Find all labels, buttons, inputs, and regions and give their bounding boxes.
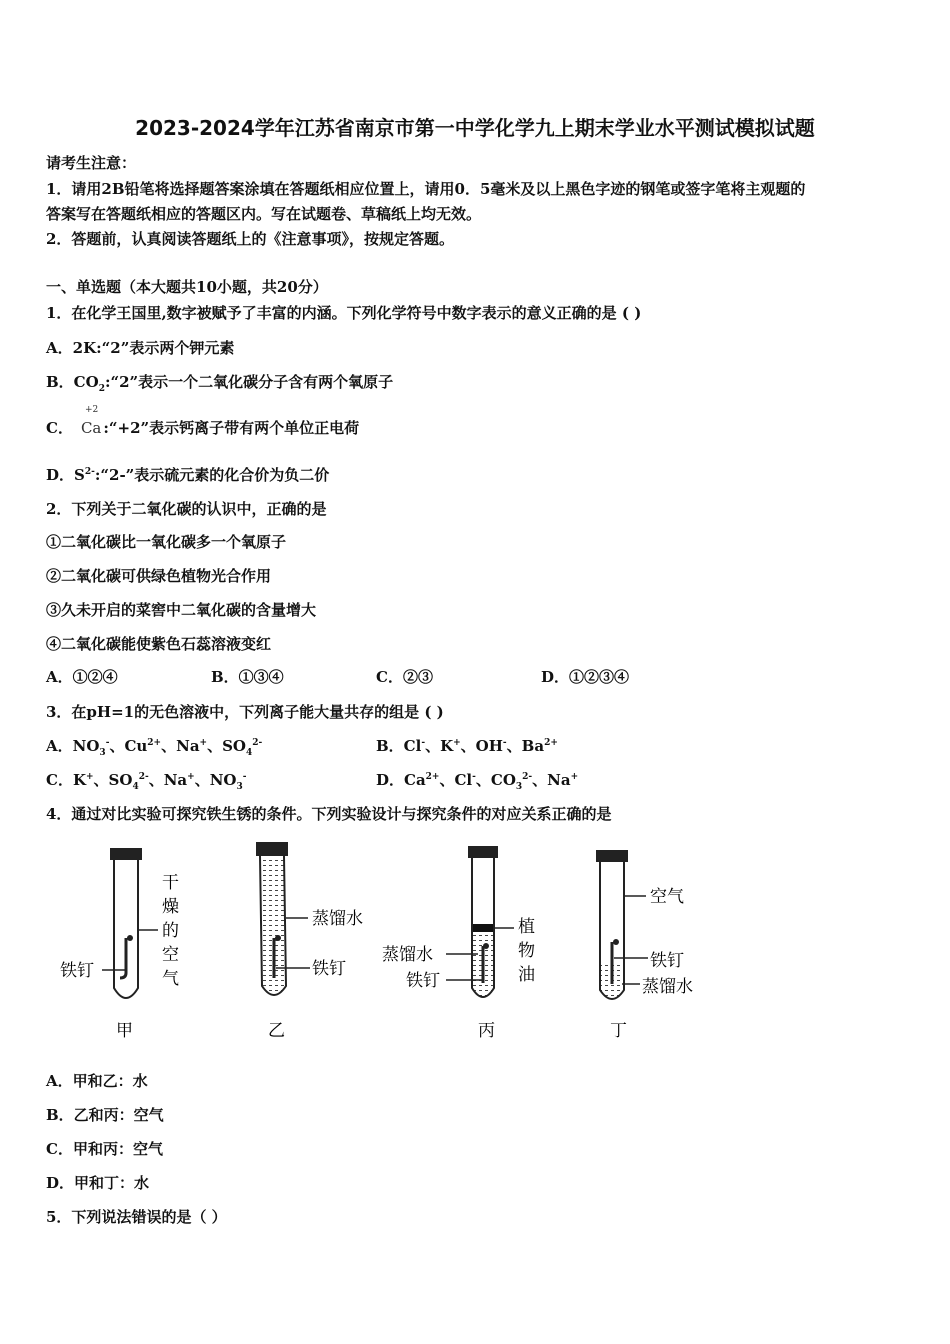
q3-a-t2: -: [105, 738, 110, 748]
tube-bing-nail-label: 铁钉: [406, 971, 440, 991]
q3-c-t4: 2-: [138, 772, 149, 782]
tube-ding-nail-head: [613, 939, 619, 945]
q3-c-t2: 、SO: [93, 771, 133, 789]
tube-ding-label: 丁: [610, 1021, 627, 1041]
q2-statement-1: ①二氧化碳比一氧化碳多一个氧原子: [46, 533, 287, 551]
tube-ding-water-label: 蒸馏水: [642, 977, 693, 997]
q4-option-c: C．甲和丙：空气: [46, 1140, 163, 1158]
rust-experiment-figure: [40, 838, 720, 1048]
tube-jia-nail-head: [127, 935, 133, 941]
q3-option-a: [46, 735, 262, 756]
q3-d-t2: 、Cl: [439, 771, 473, 789]
tube-bing-oil: [472, 924, 494, 932]
q2-option-a: A．①②④: [46, 668, 118, 686]
tube-jia-stopper: [110, 848, 142, 860]
tube-yi-stopper: [256, 842, 288, 856]
q3-b-t7: 2+: [544, 738, 558, 748]
tube-bing: [382, 846, 535, 1041]
tube-bing-oil-2: 物: [518, 941, 535, 961]
q5-stem: 5．下列说法错误的是（ ）: [46, 1208, 227, 1226]
notice-header: 请考生注意：: [46, 154, 137, 172]
q3-a-t7: 、SO: [207, 737, 246, 755]
q3-a-t3: 、Cu: [109, 737, 148, 755]
q4-option-d: D．甲和丁：水: [46, 1174, 150, 1192]
q2-statement-4: ④二氧化碳能使紫色石蕊溶液变红: [46, 635, 272, 653]
q3-b-t1: -: [421, 738, 426, 748]
q1-d-prefix: D．S: [46, 466, 85, 484]
q3-a-t5: 、Na: [161, 737, 200, 755]
q3-option-d: [376, 769, 578, 790]
q3-d-t5: 3: [515, 782, 523, 792]
q2-option-b: B．①③④: [211, 668, 284, 686]
tube-yi-nail-head: [275, 935, 281, 941]
q3-a-t6: +: [199, 738, 208, 748]
tube-yi-water-label: 蒸馏水: [312, 909, 363, 929]
q2-option-c: C．②③: [376, 668, 433, 686]
q3-b-t0: B．Cl: [376, 737, 422, 755]
q3-a-t9: 2-: [252, 738, 263, 748]
q1-d-sup: 2-: [84, 467, 95, 477]
q4-stem: 4．通过对比实验可探究铁生锈的条件。下列实验设计与探究条件的对应关系正确的是: [46, 805, 612, 823]
tube-bing-nail-head: [483, 943, 489, 949]
q1-c-element: Ca: [80, 419, 102, 437]
tube-jia-air-5: 气: [162, 969, 179, 989]
tube-yi: [256, 842, 363, 1041]
q2-statement-3: ③久未开启的菜窖中二氧化碳的含量增大: [46, 601, 317, 619]
q3-c-t7: 、NO: [194, 771, 237, 789]
q1-b-text: :“2”表示一个二氧化碳分子含有两个氧原子: [104, 373, 394, 391]
q4-option-b: B．乙和丙：空气: [46, 1106, 164, 1124]
q3-a-t1: 3: [99, 748, 106, 758]
q3-d-t7: 、Na: [532, 771, 571, 789]
q1-c-prefix: C．: [46, 419, 73, 437]
q3-stem: 3．在pH=1的无色溶液中，下列离子能大量共存的组是 ( ): [46, 703, 444, 721]
tube-jia: [60, 848, 179, 1041]
q1-option-c: [46, 405, 360, 438]
q1-d-text: :“2-”表示硫元素的化合价为负二价: [94, 466, 330, 484]
q3-b-t4: 、OH: [460, 737, 503, 755]
q3-d-t3: -: [472, 772, 476, 782]
q1-option-a: [46, 337, 234, 358]
q3-d-t4: 、CO: [475, 771, 516, 789]
notice-line-2: 2．答题前，认真阅读答题纸上的《注意事项》，按规定答题。: [46, 230, 454, 248]
q3-d-t0: D．Ca: [376, 771, 426, 789]
q3-c-t5: 、Na: [148, 771, 188, 789]
q3-b-t2: 、K: [425, 737, 454, 755]
tube-jia-label: 甲: [116, 1021, 133, 1041]
q1-c-charge: +2: [84, 405, 99, 415]
tube-jia-air-4: 空: [162, 945, 179, 965]
q3-c-t8: 3: [236, 782, 243, 792]
tube-ding-stopper: [596, 850, 628, 862]
tube-ding-nail-label: 铁钉: [650, 951, 684, 971]
q3-c-t0: C．K: [46, 771, 86, 789]
q3-c-t1: +: [85, 772, 94, 782]
q1-b-prefix: B．CO: [46, 373, 99, 391]
q3-option-b: [376, 735, 558, 756]
q3-c-t6: +: [187, 772, 195, 782]
q3-a-t8: 4: [246, 748, 253, 758]
tube-jia-air-3: 的: [162, 921, 179, 941]
q1-b-sub: 2: [98, 384, 105, 394]
q3-b-t6: 、Ba: [506, 737, 545, 755]
tube-jia-nail-label: 铁钉: [60, 961, 94, 981]
tube-bing-oil-1: 植: [518, 917, 535, 937]
q3-b-t5: -: [502, 738, 507, 748]
tube-jia-nail: [120, 938, 126, 978]
q3-d-t6: 2-: [522, 772, 533, 782]
q2-option-d: D．①②③④: [541, 668, 630, 686]
q1-c-text: :“+2”表示钙离子带有两个单位正电荷: [103, 419, 360, 437]
q3-option-c: [46, 769, 246, 790]
q1-option-b: [46, 371, 393, 392]
q1-stem: 1．在化学王国里,数字被赋予了丰富的内涵。下列化学符号中数字表示的意义正确的是 ( ): [46, 304, 642, 322]
notice-line-1: 1．请用2B铅笔将选择题答案涂填在答题纸相应位置上，请用0．5毫米及以上黑色字迹的钢笔或签字笔将主观题的: [46, 180, 806, 198]
q1-a-text: “2”表示两个钾元素: [101, 339, 235, 357]
q1-a-prefix: A．2K:: [46, 339, 102, 357]
tube-bing-oil-3: 油: [518, 965, 535, 985]
tube-bing-label: 丙: [478, 1021, 495, 1041]
tube-bing-stopper: [468, 846, 498, 858]
q2-statement-2: ②二氧化碳可供绿色植物光合作用: [46, 567, 272, 585]
q3-d-t8: +: [570, 772, 579, 782]
q3-b-t3: +: [453, 738, 461, 748]
page-title: 2023-2024学年江苏省南京市第一中学化学九上期末学业水平测试模拟试题: [135, 116, 815, 140]
tube-jia-air-1: 干: [162, 873, 179, 893]
notice-line-1b: 答案写在答题纸相应的答题区内。写在试题卷、草稿纸上均无效。: [46, 205, 482, 223]
tube-jia-air-2: 燥: [162, 897, 179, 917]
tube-bing-water-label: 蒸馏水: [382, 945, 433, 965]
tube-yi-label: 乙: [268, 1021, 285, 1041]
q1-c-symbol: [80, 405, 102, 437]
tube-ding: [596, 850, 693, 1041]
q3-d-t1: 2+: [425, 772, 440, 782]
tube-ding-air-label: 空气: [650, 887, 684, 907]
q4-option-a: A．甲和乙：水: [46, 1072, 148, 1090]
q3-c-t9: -: [242, 772, 247, 782]
q2-stem: 2．下列关于二氧化碳的认识中，正确的是: [46, 500, 327, 518]
q3-a-t4: 2+: [147, 738, 162, 748]
q1-option-d: [46, 464, 329, 485]
q3-c-t3: 4: [132, 782, 139, 792]
tube-yi-nail-label: 铁钉: [312, 959, 346, 979]
q3-a-t0: A．NO: [46, 737, 100, 755]
section-header: 一、单选题（本大题共10小题，共20分）: [46, 278, 328, 296]
